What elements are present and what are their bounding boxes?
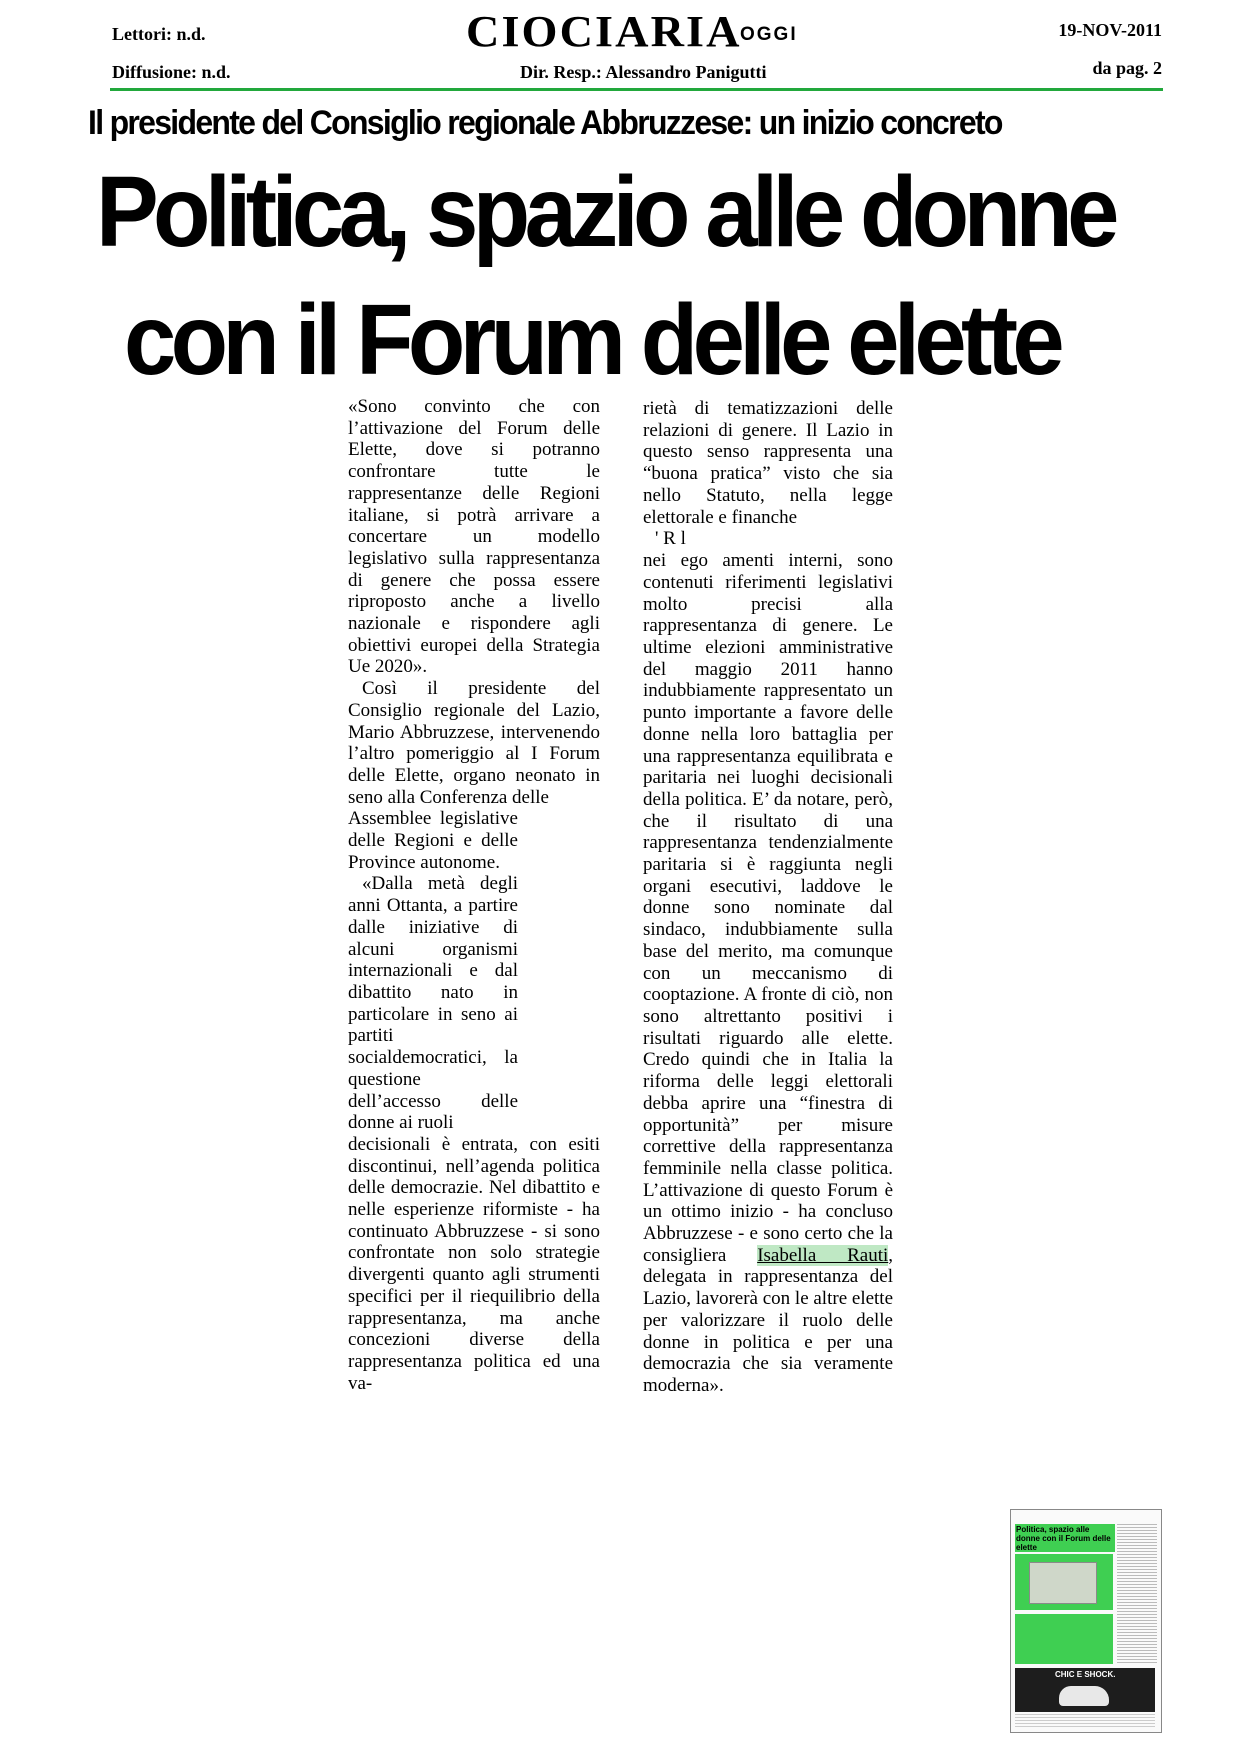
paragraph-text: , delegata in rappresentanza del Lazio, lavorerà con le altre elette per valorizzare il ruolo delle donne in politica e per una democrazia che sia veramente moderna». [643,1244,894,1396]
thumbnail-headline: Politica, spazio alle donne con il Forum delle elette [1016,1525,1111,1552]
paragraph: «Dalla metà degli anni Ottanta, a partire dalle iniziative di alcuni organismi internazionali e dal dibattito nato in particolare in seno ai partiti socialdemocratici, la questione dell’accesso delle donne ai ruoli [348,873,518,1134]
thumbnail-photo [1029,1562,1097,1604]
paragraph: rietà di tematizzazioni delle relazioni di genere. Il Lazio in questo senso rappresenta una “buona pratica” visto che sia nello Statuto, nella legge elettorale e finanche [643,398,893,528]
thumbnail-footer [1015,1714,1155,1728]
masthead-subtitle: OGGI [740,24,798,45]
article-column-1 [348,396,600,1394]
article-column-2 [643,398,893,1397]
highlighted-name: Isabella Rauti [757,1244,889,1266]
paragraph: «Sono convinto che con l’attivazione del Forum delle Elette, dove si potranno confrontare tutte le rappresentanze delle Regioni italiane, si potrà arrivare a concertare un modello legislativo sulla rappresentanza di genere che possa essere riproposto anche a livello nazionale e rispondere agli obiettivi europei della Strategia Ue 2020». [348,396,600,678]
thumbnail-car [1059,1686,1109,1706]
thumbnail-green-block-2 [1015,1614,1113,1664]
masthead-logo: CIOCIARIA [466,7,742,56]
thumbnail-ad-text: CHIC E SHOCK. [1055,1670,1116,1679]
header-rule [110,88,1163,91]
paragraph-text: nei ego amenti interni, sono contenuti riferimenti legislativi molto precisi alla rappresentanza di genere. Le ultime elezioni amministrative del maggio 2011 hanno indubbiamente rappresentato un punto importante a favore delle donne nella loro battaglia per una rappresentanza equilibrata e paritaria nei luoghi decisionali della politica. E’ da notare, però, che il risultato di una rappresentanza tendenzialmente paritaria si è raggiunta negli organi esecutivi, laddove le donne sono nominate dal sindaco, indubbiamente sulla base del merito, ma comunque con un meccanismo di cooptazione. A fronte di ciò, non sono altrettanto positivi i risultati riguardo alle elette. Credo quindi che in Italia la riforma delle leggi elettorali debba aprire una “finestra di opportunità” per misure correttive della rappresentanza femminile nella classe politica. L’attivazione di questo Forum è un ottimo inizio - ha concluso Abbruzzese - e sono certo che la consigliera [643,550,893,1266]
garbled-line: ' R l [655,528,686,550]
thumbnail-headline-box [1015,1524,1115,1552]
paragraph [643,550,893,1396]
director-label: Dir. Resp.: Alessandro Panigutti [520,62,767,82]
page-reference: da pag. 2 [1092,58,1162,78]
article-headline-line-1: Politica, spazio alle donne [96,156,1114,268]
readers-label: Lettori: n.d. [112,24,206,44]
diffusion-label: Diffusione: n.d. [112,62,231,82]
article-kicker: Il presidente del Consiglio regionale Abbruzzese: un inizio concreto [88,104,1002,142]
thumbnail-ad [1015,1668,1155,1712]
page-thumbnail [1010,1509,1162,1733]
paragraph: decisionali è entrata, con esiti discontinui, nell’agenda politica delle democrazie. Nel dibattito e nelle esperienze riformiste - ha continuato Abbruzzese - si sono confrontate non solo strategie divergenti quanto agli strumenti specifici per il riequilibrio della rappresentanza, ma anche concezioni diverse della rappresentanza politica ed una va- [348,1133,600,1394]
paragraph: Così il presidente del Consiglio regionale del Lazio, Mario Abbruzzese, intervenendo l’altro pomeriggio al I Forum delle Elette, organo neonato in seno alla Conferenza delle [348,678,600,808]
paragraph: Assemblee legislative delle Regioni e delle Province autonome. [348,808,518,873]
date-label: 19-NOV-2011 [1058,20,1162,40]
thumbnail-text-block [1117,1524,1157,1664]
article-headline-line-2: con il Forum delle elette [124,284,1060,396]
